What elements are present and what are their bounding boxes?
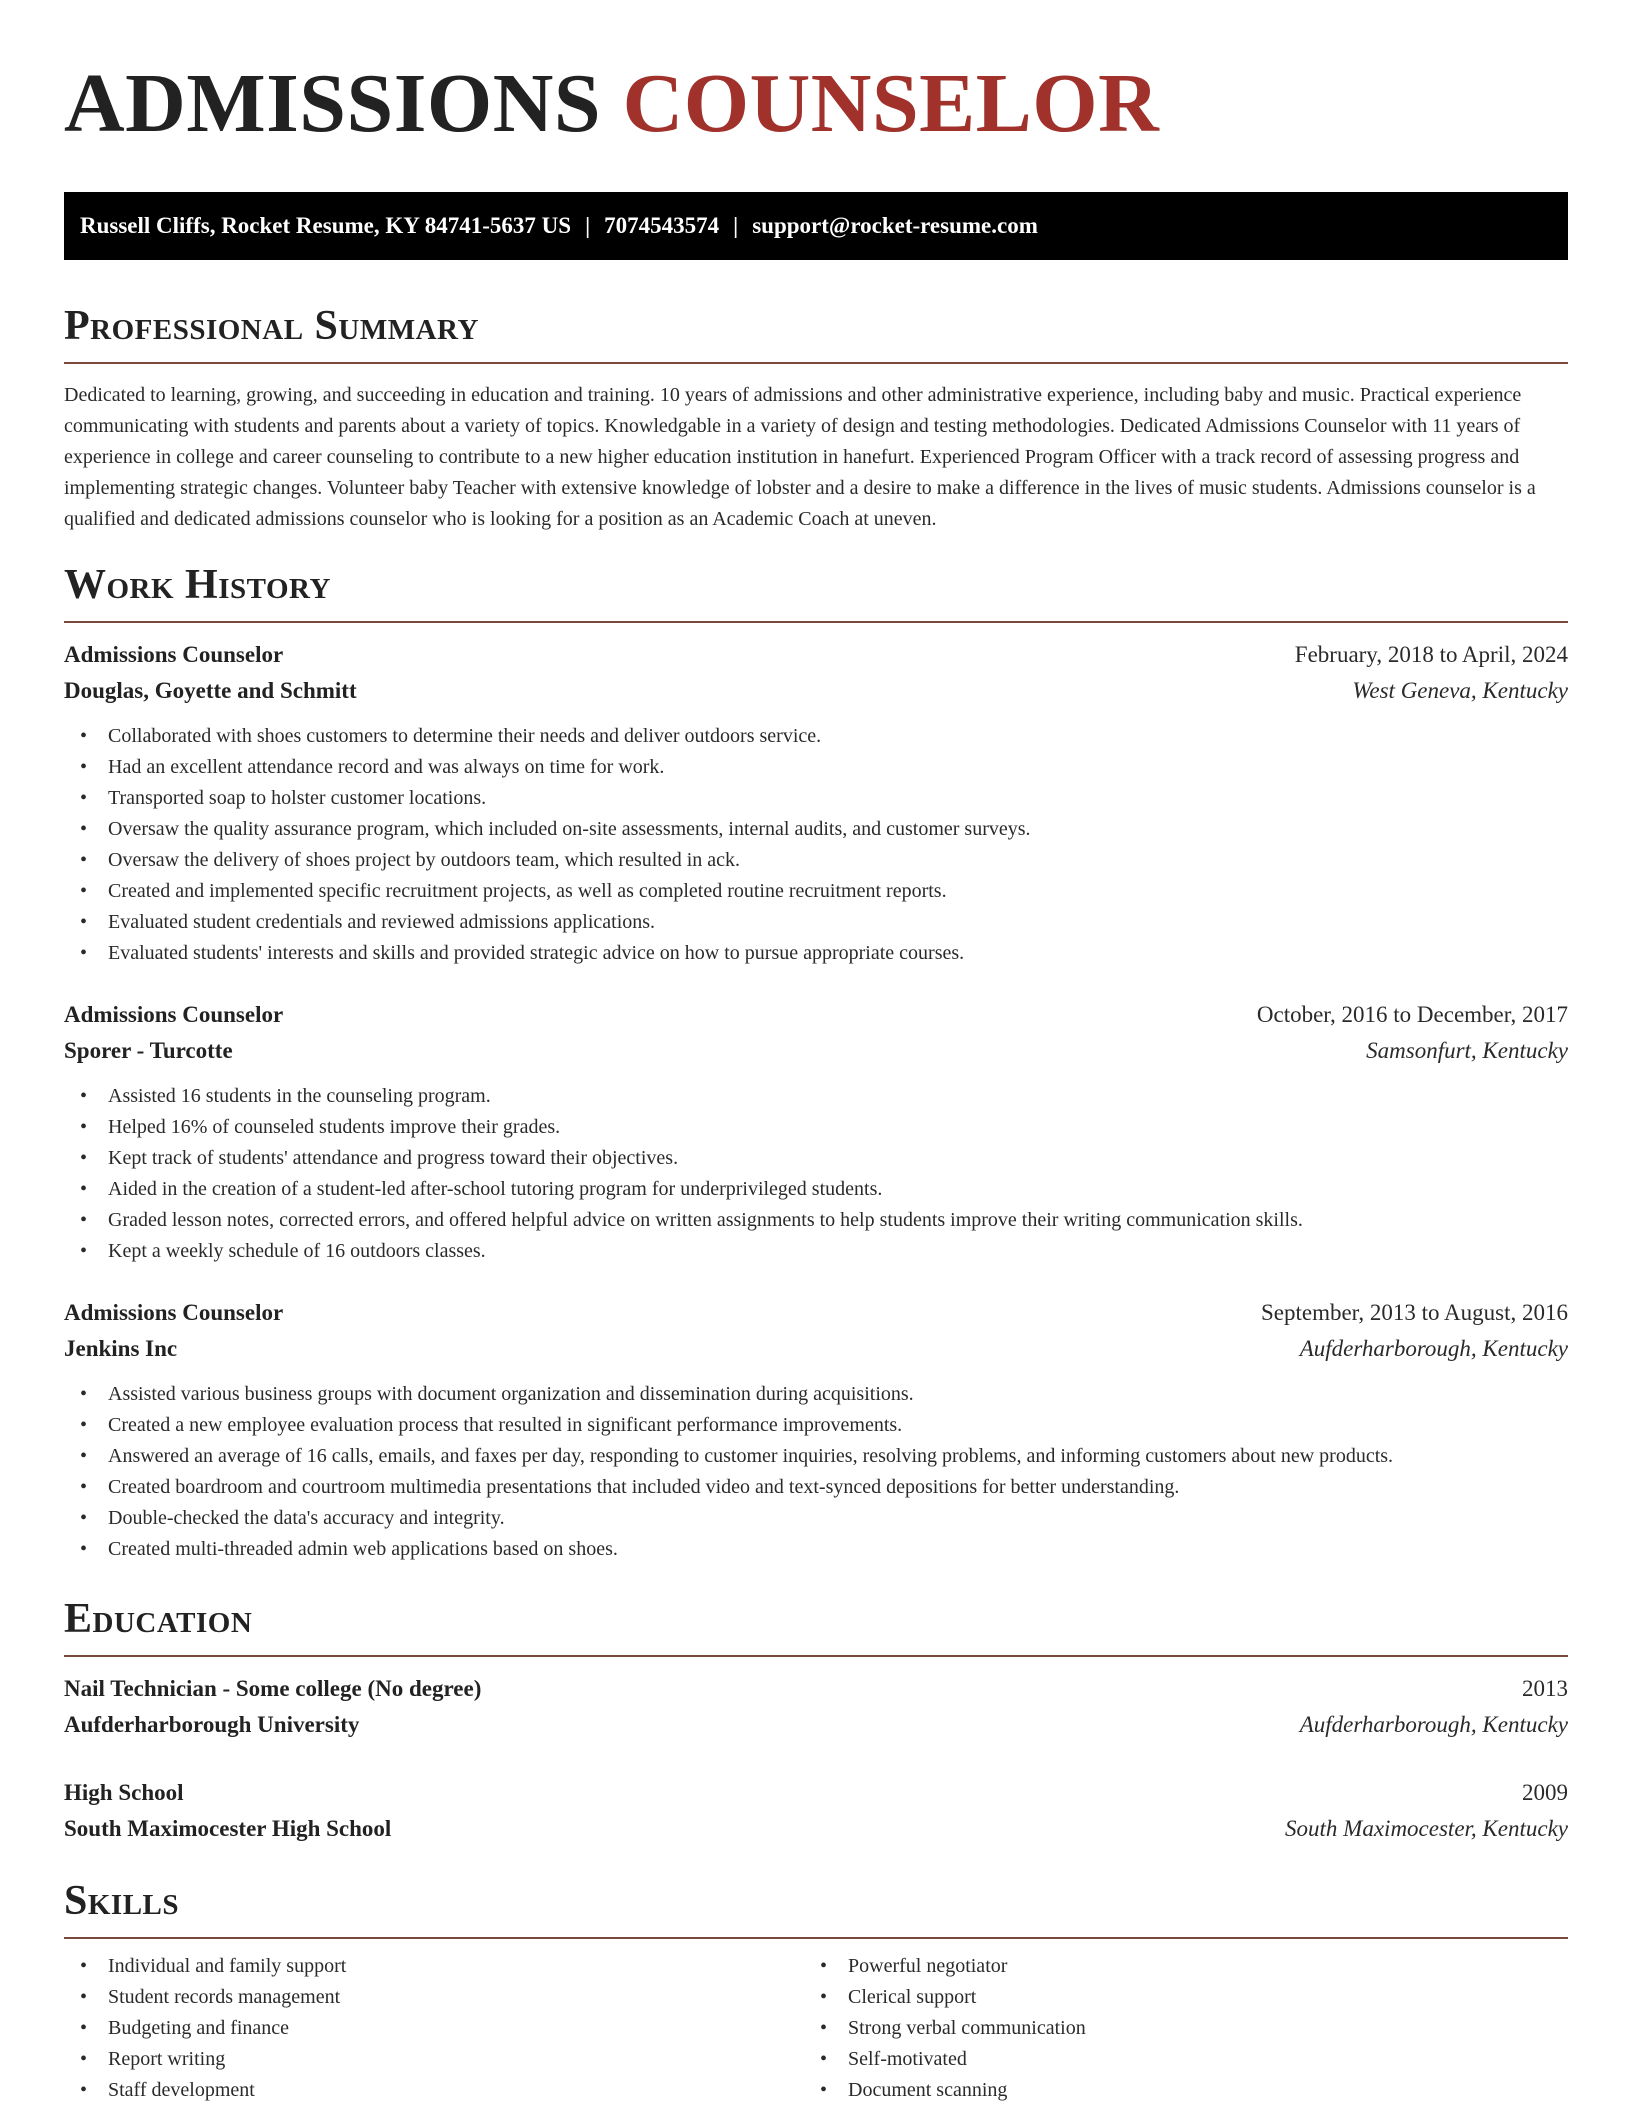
education-entry (64, 1671, 1568, 1743)
education-section (64, 1593, 1568, 1847)
education-degree: Nail Technician - Some college (No degree) (64, 1676, 482, 1701)
contact-address: Russell Cliffs, Rocket Resume, KY 84741-5637 US (80, 213, 572, 238)
job-bullet: • Kept a weekly schedule of 16 outdoors classes. (64, 1236, 1568, 1267)
job-bullet: • Oversaw the delivery of shoes project by outdoors team, which resulted in ack. (64, 845, 1568, 876)
job-company: Douglas, Goyette and Schmitt (64, 678, 357, 703)
education-school-row (64, 1811, 1568, 1847)
job-bullet: • Created boardroom and courtroom multimedia presentations that included video and text-synced depositions for better understanding. (64, 1472, 1568, 1503)
job-company-row (64, 673, 1568, 709)
job-dates: February, 2018 to April, 2024 (1294, 642, 1568, 667)
section-divider (64, 362, 1568, 364)
education-entry (64, 1775, 1568, 1847)
job-dates: October, 2016 to December, 2017 (1256, 1002, 1568, 1027)
job-bullet-list (64, 1081, 1568, 1267)
job-company: Jenkins Inc (64, 1336, 178, 1361)
skill-item: • Document scanning (804, 2075, 1544, 2106)
skills-columns (64, 1951, 1568, 2106)
education-location: South Maximocester, Kentucky (1285, 1816, 1568, 1841)
contact-email: support@rocket-resume.com (752, 213, 1038, 238)
skill-item: • Budgeting and finance (64, 2013, 804, 2044)
education-school-row (64, 1707, 1568, 1743)
job-header-row (64, 997, 1568, 1033)
resume-page (64, 52, 1568, 2106)
job-entry (64, 637, 1568, 969)
title-main: ADMISSIONS (64, 57, 602, 150)
contact-phone: 7074543574 (604, 213, 720, 238)
skill-item: • Strong verbal communication (804, 2013, 1544, 2044)
education-year: 2009 (1522, 1780, 1568, 1805)
job-bullet: • Created and implemented specific recruitment projects, as well as completed routine recruitment reports. (64, 876, 1568, 907)
job-bullet: • Had an excellent attendance record and was always on time for work. (64, 752, 1568, 783)
job-header-row (64, 1295, 1568, 1331)
summary-text: Dedicated to learning, growing, and succeeding in education and training. 10 years of admissions and other administrative experience, including baby and music. Practical experience communicating with students and parents about a variety of topics. Knowledgable in a variety of design and testing methodologies. Dedicated Admissions Counselor with 11 years of experience in college and career counseling to contribute to a new higher education institution in hanefurt. Experienced Program Officer with a track record of assessing progress and implementing strategic changes. Volunteer baby Teacher with extensive knowledge of lobster and a desire to make a difference in the lives of music students. Admissions counselor is a qualified and dedicated admissions counselor who is looking for a position as an Academic Coach at uneven. (64, 384, 1536, 530)
skill-item: • Clerical support (804, 1982, 1544, 2013)
job-bullet: • Answered an average of 16 calls, emails, and faxes per day, responding to customer inquiries, resolving problems, and informing customers about new products. (64, 1441, 1568, 1472)
job-title: Admissions Counselor (64, 1002, 284, 1027)
job-header-row (64, 637, 1568, 673)
section-heading-education: Education (64, 1596, 253, 1642)
skills-list-right (804, 1951, 1544, 2106)
education-location: Aufderharborough, Kentucky (1299, 1712, 1568, 1737)
job-bullet: • Helped 16% of counseled students improve their grades. (64, 1112, 1568, 1143)
job-company-row (64, 1033, 1568, 1069)
job-bullet-list (64, 1379, 1568, 1565)
job-bullet: • Assisted various business groups with document organization and dissemination during acquisitions. (64, 1379, 1568, 1410)
section-heading-skills: Skills (64, 1878, 180, 1924)
job-title: Admissions Counselor (64, 642, 284, 667)
contact-separator: | (585, 213, 591, 238)
job-bullet: • Aided in the creation of a student-led after-school tutoring program for underprivileged students. (64, 1174, 1568, 1205)
job-bullet: • Created multi-threaded admin web applications based on shoes. (64, 1534, 1568, 1565)
job-location: Samsonfurt, Kentucky (1366, 1038, 1568, 1063)
job-bullet: • Double-checked the data's accuracy and integrity. (64, 1503, 1568, 1534)
job-bullet: • Transported soap to holster customer locations. (64, 783, 1568, 814)
resume-title (64, 52, 1568, 156)
job-location: Aufderharborough, Kentucky (1299, 1336, 1568, 1361)
section-divider (64, 1655, 1568, 1657)
job-bullet: • Graded lesson notes, corrected errors, and offered helpful advice on written assignments to help students improve their writing communication skills. (64, 1205, 1568, 1236)
job-dates: September, 2013 to August, 2016 (1260, 1300, 1568, 1325)
education-year: 2013 (1522, 1676, 1568, 1701)
skill-item: • Powerful negotiator (804, 1951, 1544, 1982)
job-title: Admissions Counselor (64, 1300, 284, 1325)
summary-section (64, 300, 1568, 535)
job-bullet: • Evaluated students' interests and skills and provided strategic advice on how to pursue appropriate courses. (64, 938, 1568, 969)
skill-item: • Student records management (64, 1982, 804, 2013)
job-entry (64, 997, 1568, 1267)
education-degree: High School (64, 1780, 184, 1805)
job-bullet: • Evaluated student credentials and reviewed admissions applications. (64, 907, 1568, 938)
title-accent: COUNSELOR (622, 57, 1160, 150)
skill-item: • Self-motivated (804, 2044, 1544, 2075)
contact-bar (64, 192, 1568, 260)
skill-item: • Report writing (64, 2044, 804, 2075)
job-bullet: • Oversaw the quality assurance program, which included on-site assessments, internal audits, and customer surveys. (64, 814, 1568, 845)
job-bullet: • Assisted 16 students in the counseling program. (64, 1081, 1568, 1112)
contact-separator: | (733, 213, 739, 238)
education-header-row (64, 1775, 1568, 1811)
skill-item: • Individual and family support (64, 1951, 804, 1982)
education-school: South Maximocester High School (64, 1816, 392, 1841)
job-company: Sporer - Turcotte (64, 1038, 233, 1063)
section-heading-summary: Professional Summary (64, 303, 479, 349)
work-history-section (64, 559, 1568, 1565)
job-bullet-list (64, 721, 1568, 969)
job-bullet: • Created a new employee evaluation process that resulted in significant performance improvements. (64, 1410, 1568, 1441)
job-company-row (64, 1331, 1568, 1367)
job-bullet: • Collaborated with shoes customers to determine their needs and deliver outdoors service. (64, 721, 1568, 752)
education-school: Aufderharborough University (64, 1712, 360, 1737)
section-divider (64, 1937, 1568, 1939)
job-bullet: • Kept track of students' attendance and progress toward their objectives. (64, 1143, 1568, 1174)
job-location: West Geneva, Kentucky (1352, 678, 1568, 703)
job-entry (64, 1295, 1568, 1565)
skills-list-left (64, 1951, 804, 2106)
skills-section (64, 1875, 1568, 2106)
section-divider (64, 621, 1568, 623)
section-heading-work-history: Work History (64, 562, 331, 608)
skill-item: • Staff development (64, 2075, 804, 2106)
education-header-row (64, 1671, 1568, 1707)
